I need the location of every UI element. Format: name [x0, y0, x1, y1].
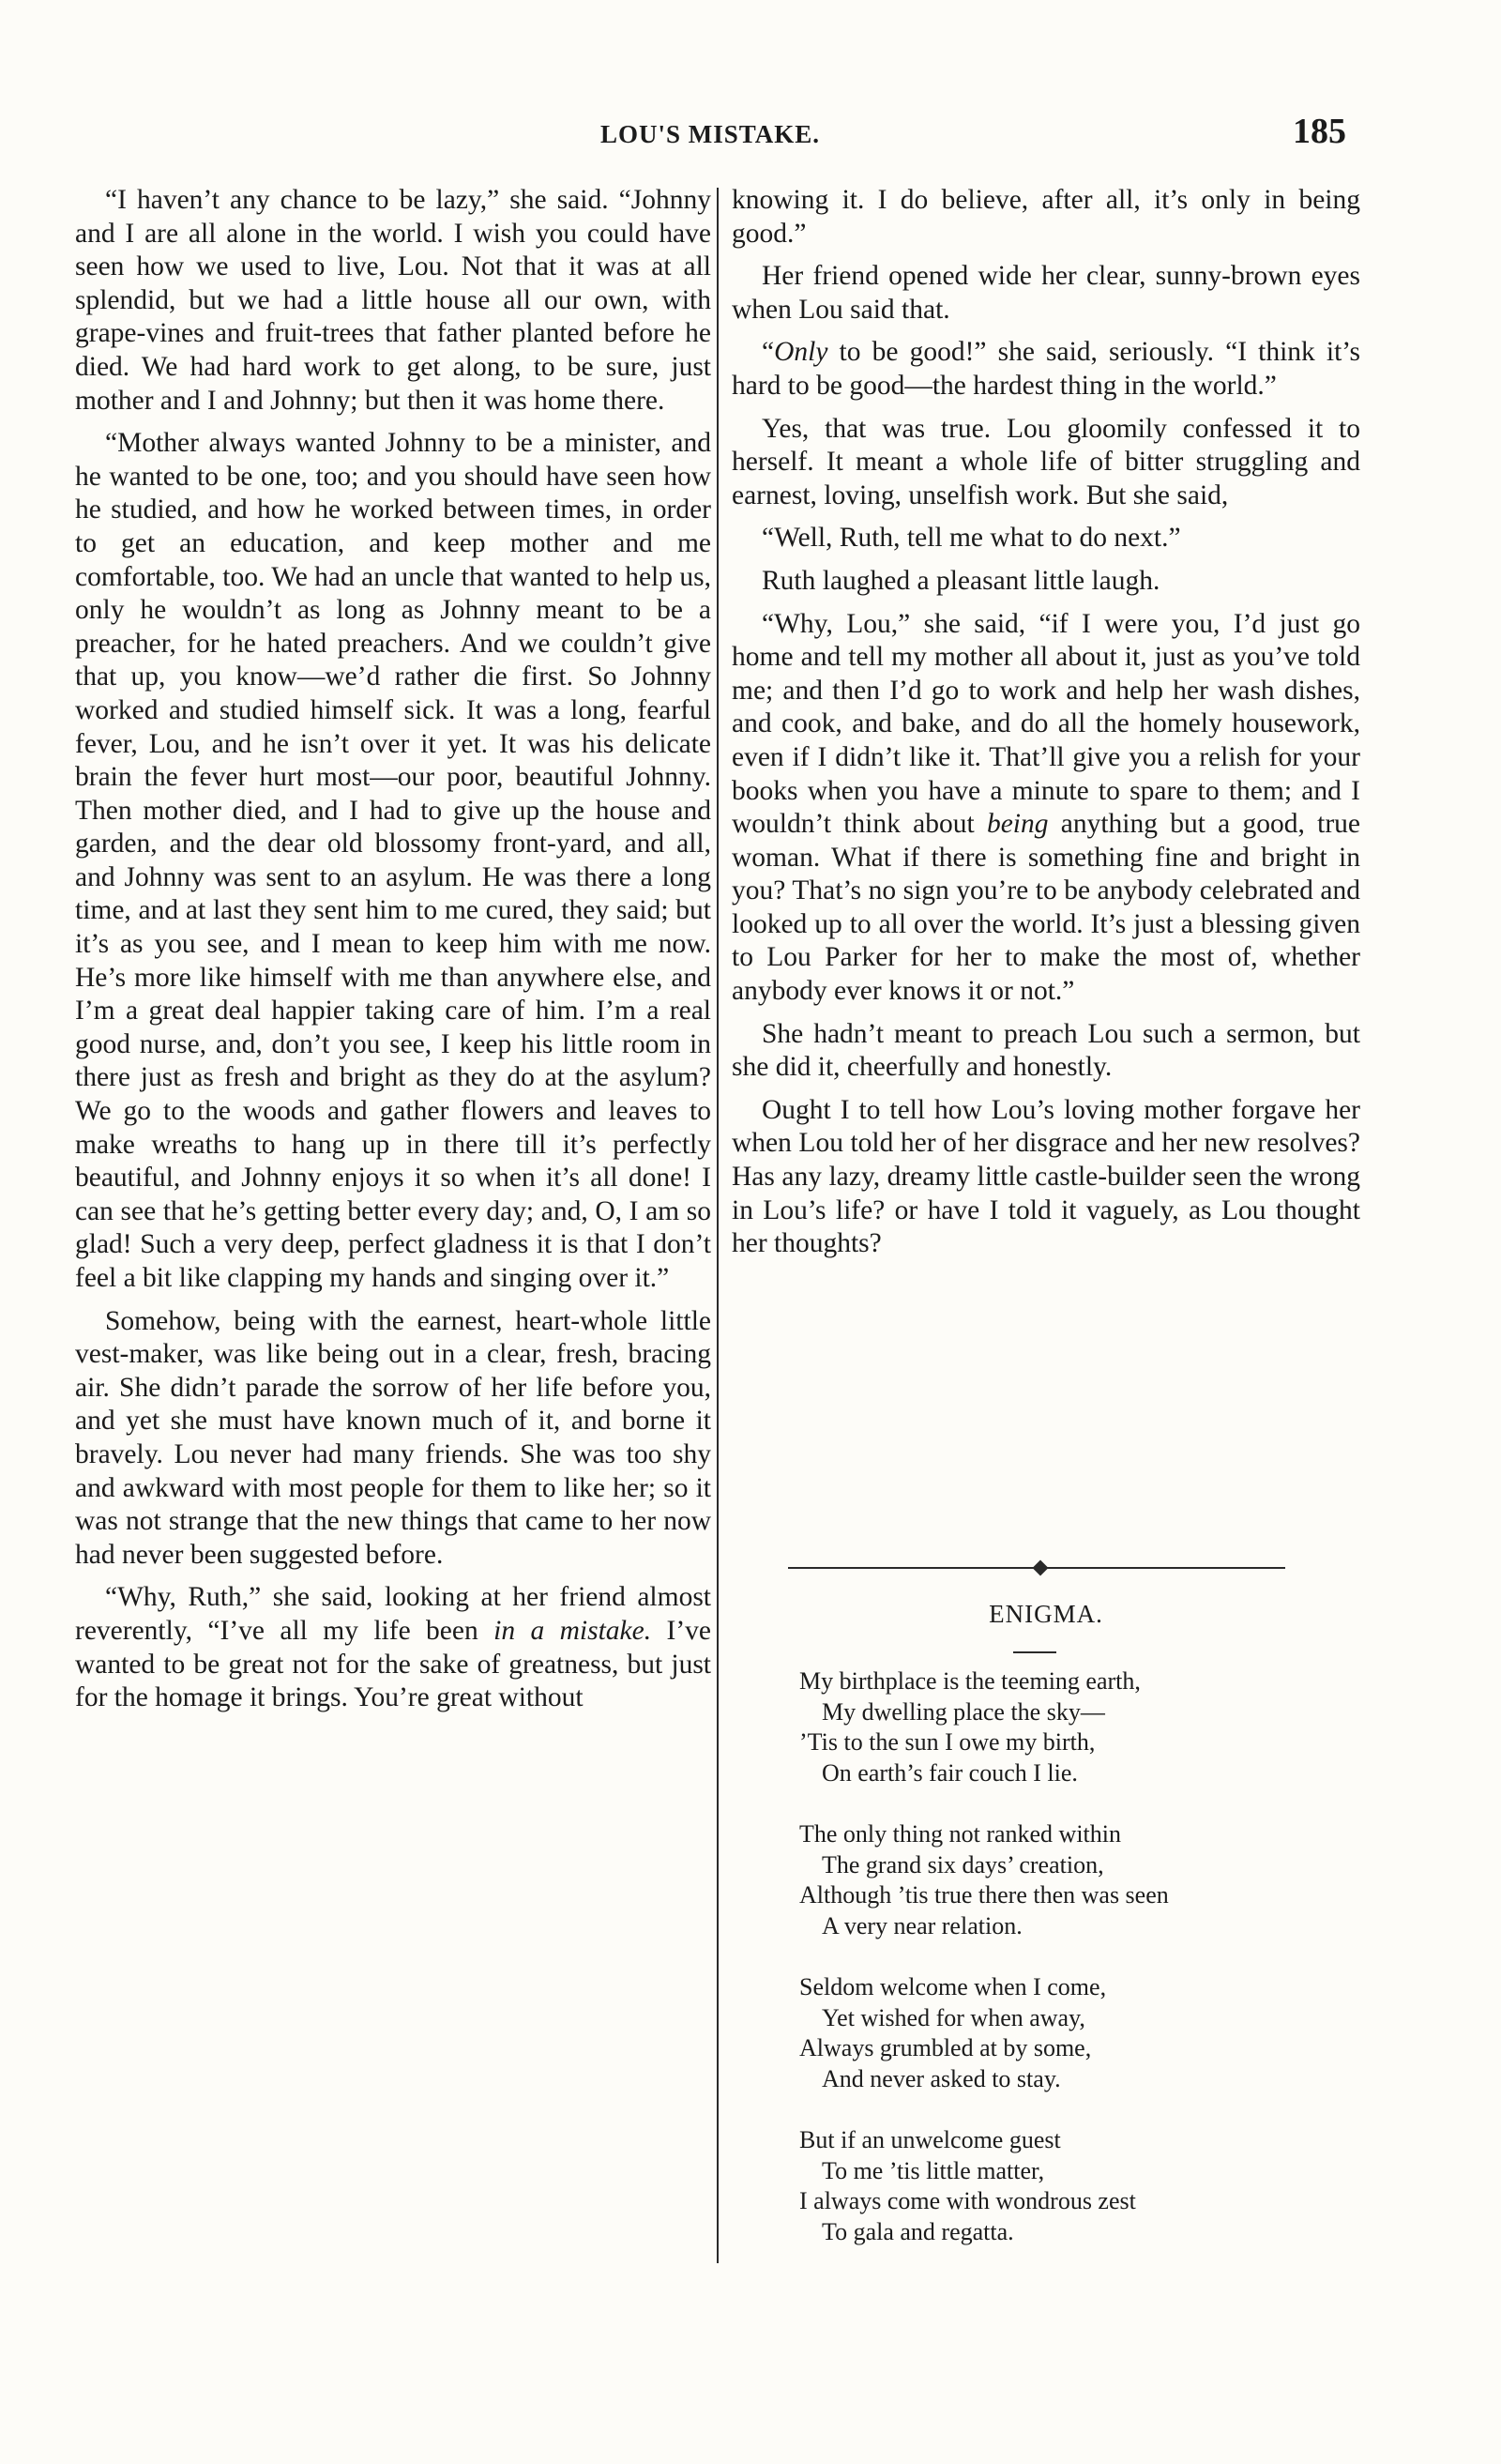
paragraph: She hadn’t meant to preach Lou such a sermon, but she did it, cheerfully and honestly. — [732, 1018, 1360, 1083]
poem-line: My dwelling place the sky— — [822, 1697, 1105, 1726]
paragraph — [732, 608, 1360, 1009]
poem-stanza — [799, 2125, 1325, 2247]
text-run: I’ve wanted to be great not for the sake of greatness, but just for the homage it brings. You’re great without — [75, 1615, 711, 1713]
right-column — [732, 184, 1360, 1270]
poem-line: My birthplace is the teeming earth, — [799, 1667, 1141, 1695]
poem-line: ’Tis to the sun I owe my birth, — [799, 1728, 1096, 1756]
poem-line: The only thing not ranked within — [799, 1820, 1122, 1848]
paragraph: Somehow, being with the earnest, heart-whole little vest-maker, was like being out in a clear, fresh, bracing air. She didn’t parade the sorrow of her life before you, and yet she must have known much of it, and borne it bravely. Lou never had many friends. She was too shy and awkward with most people for them to like her; so it was not strange that the new things that came to her now had never been suggested before. — [75, 1305, 711, 1570]
page-number: 185 — [1293, 112, 1346, 151]
italic-text: Only — [774, 337, 828, 368]
poem-line: But if an unwelcome guest — [799, 2126, 1061, 2153]
text-run: “Why, Ruth,” she said, looking at her friend almost reverently, “I’ve all my life been — [75, 1582, 711, 1646]
paragraph: Ought I to tell how Lou’s loving mother forgave her when Lou told her of her disgrace and her new resolves? Has any lazy, dreamy little castle-builder seen the wrong in Lou’s life? or have I told it vaguely, as Lou thought her thoughts? — [732, 1094, 1360, 1259]
paragraph: Yes, that was true. Lou gloomily confessed it to herself. It meant a whole life of bitter struggling and earnest, loving, unselfish work. But she said, — [732, 413, 1360, 510]
poem-line: Although ’tis true there then was seen — [799, 1881, 1169, 1909]
paragraph — [732, 336, 1360, 403]
running-title: LOU'S MISTAKE. — [600, 120, 821, 148]
text-run: “ — [762, 337, 775, 368]
poem-title-rule — [1013, 1651, 1056, 1653]
italic-text: in a mistake. — [493, 1615, 652, 1646]
poem-stanza — [799, 1819, 1325, 1941]
paragraph: “Well, Ruth, tell me what to do next.” — [762, 523, 1181, 554]
poem-line: The grand six days’ creation, — [822, 1850, 1104, 1878]
italic-text: being — [986, 809, 1049, 840]
poem-line: Seldom welcome when I come, — [799, 1973, 1107, 2000]
poem-title: ENIGMA. — [989, 1600, 1103, 1628]
paragraph: Ruth laughed a pleasant little laugh. — [762, 565, 1160, 596]
column-rule — [717, 188, 719, 2263]
poem-line: I always come with wondrous zest — [799, 2187, 1136, 2214]
paragraph — [75, 1581, 711, 1714]
poem-line: On earth’s fair couch I lie. — [822, 1758, 1078, 1787]
poem-line: To gala and regatta. — [822, 2217, 1014, 2245]
poem — [799, 1666, 1325, 2278]
poem-line: A very near relation. — [822, 1911, 1023, 1939]
poem-line: Always grumbled at by some, — [799, 2034, 1092, 2061]
left-column — [75, 184, 711, 1725]
poem-line: And never asked to stay. — [822, 2064, 1061, 2092]
poem-line: To me ’tis little matter, — [822, 2156, 1045, 2184]
poem-stanza — [799, 1972, 1325, 2094]
paragraph: “I haven’t any chance to be lazy,” she said. “Johnny and I are all alone in the world. I wish you could have seen how we used to live, Lou. Not that it was at all splendid, but we had a little house all our own, with grape-vines and fruit-trees that father planted before he died. We had hard work to get along, to be sure, just mother and I and Johnny; but then it was home there. — [75, 185, 711, 416]
poem-line: Yet wished for when away, — [822, 2003, 1085, 2031]
text-run: anything but a good, true woman. What if there is something fine and bright in you? That’s no sign you’re to be anybody celebrated and looked up to all over the world. It’s just a blessing given to Lou Parker for her to make the most of, whether anybody ever knows it or not.” — [732, 809, 1361, 1007]
poem-stanza — [799, 1666, 1325, 1788]
paragraph-continuation: knowing it. I do believe, after all, it’s only in being good.” — [732, 185, 1360, 249]
paragraph: Her friend opened wide her clear, sunny-brown eyes when Lou said that. — [732, 261, 1360, 325]
separator-ornament — [1033, 1560, 1049, 1576]
text-run: “Why, Lou,” she said, “if I were you, I’d just go home and tell my mother all about it, just as you’ve told me; and then I’d go to work and help her wash dishes, and cook, and bake, and do all the homely housework, even if I didn’t like it. That’ll give you a relish for your books when you have a minute to spare to them; and I wouldn’t think about — [732, 608, 1360, 840]
page-header — [0, 111, 1501, 167]
text-run: to be good!” she said, seriously. “I think it’s hard to be good—the hardest thing in the world.” — [732, 337, 1360, 401]
paragraph: “Mother always wanted Johnny to be a minister, and he wanted to be one, too; and you should have seen how he studied, and how he worked between times, in order to get an education, and keep mother and me comfortable, too. We had an uncle that wanted to help us, only he wouldn’t as long as Johnny meant to be a preacher, for he hated preachers. And we couldn’t give that up, you know—we’d rather die first. So Johnny worked and studied himself sick. It was a long, fearful fever, Lou, and he isn’t over it yet. It was his delicate brain the fever hurt most—our poor, beautiful Johnny. Then mother died, and I had to give up the house and garden, and the dear old blossomy front-yard, and all, and Johnny was sent to an asylum. He was there a long time, and at last they sent him to me cured, they said; but it’s as you see, and I mean to keep him with me now. He’s more like himself with me than anywhere else, and I’m a great deal happier taking care of him. I’m a real good nurse, and, don’t you see, I keep his little room in there just as fresh and bright as they do at the asylum? We go to the woods and gather flowers and leaves to make wreaths to hang up in there till it’s perfectly beautiful, and Johnny enjoys it so when it’s all done! I can see that he’s getting better every day; and, O, I am so glad! Such a very deep, perfect gladness it is that I don’t feel a bit like clapping my hands and singing over it.” — [75, 428, 711, 1293]
